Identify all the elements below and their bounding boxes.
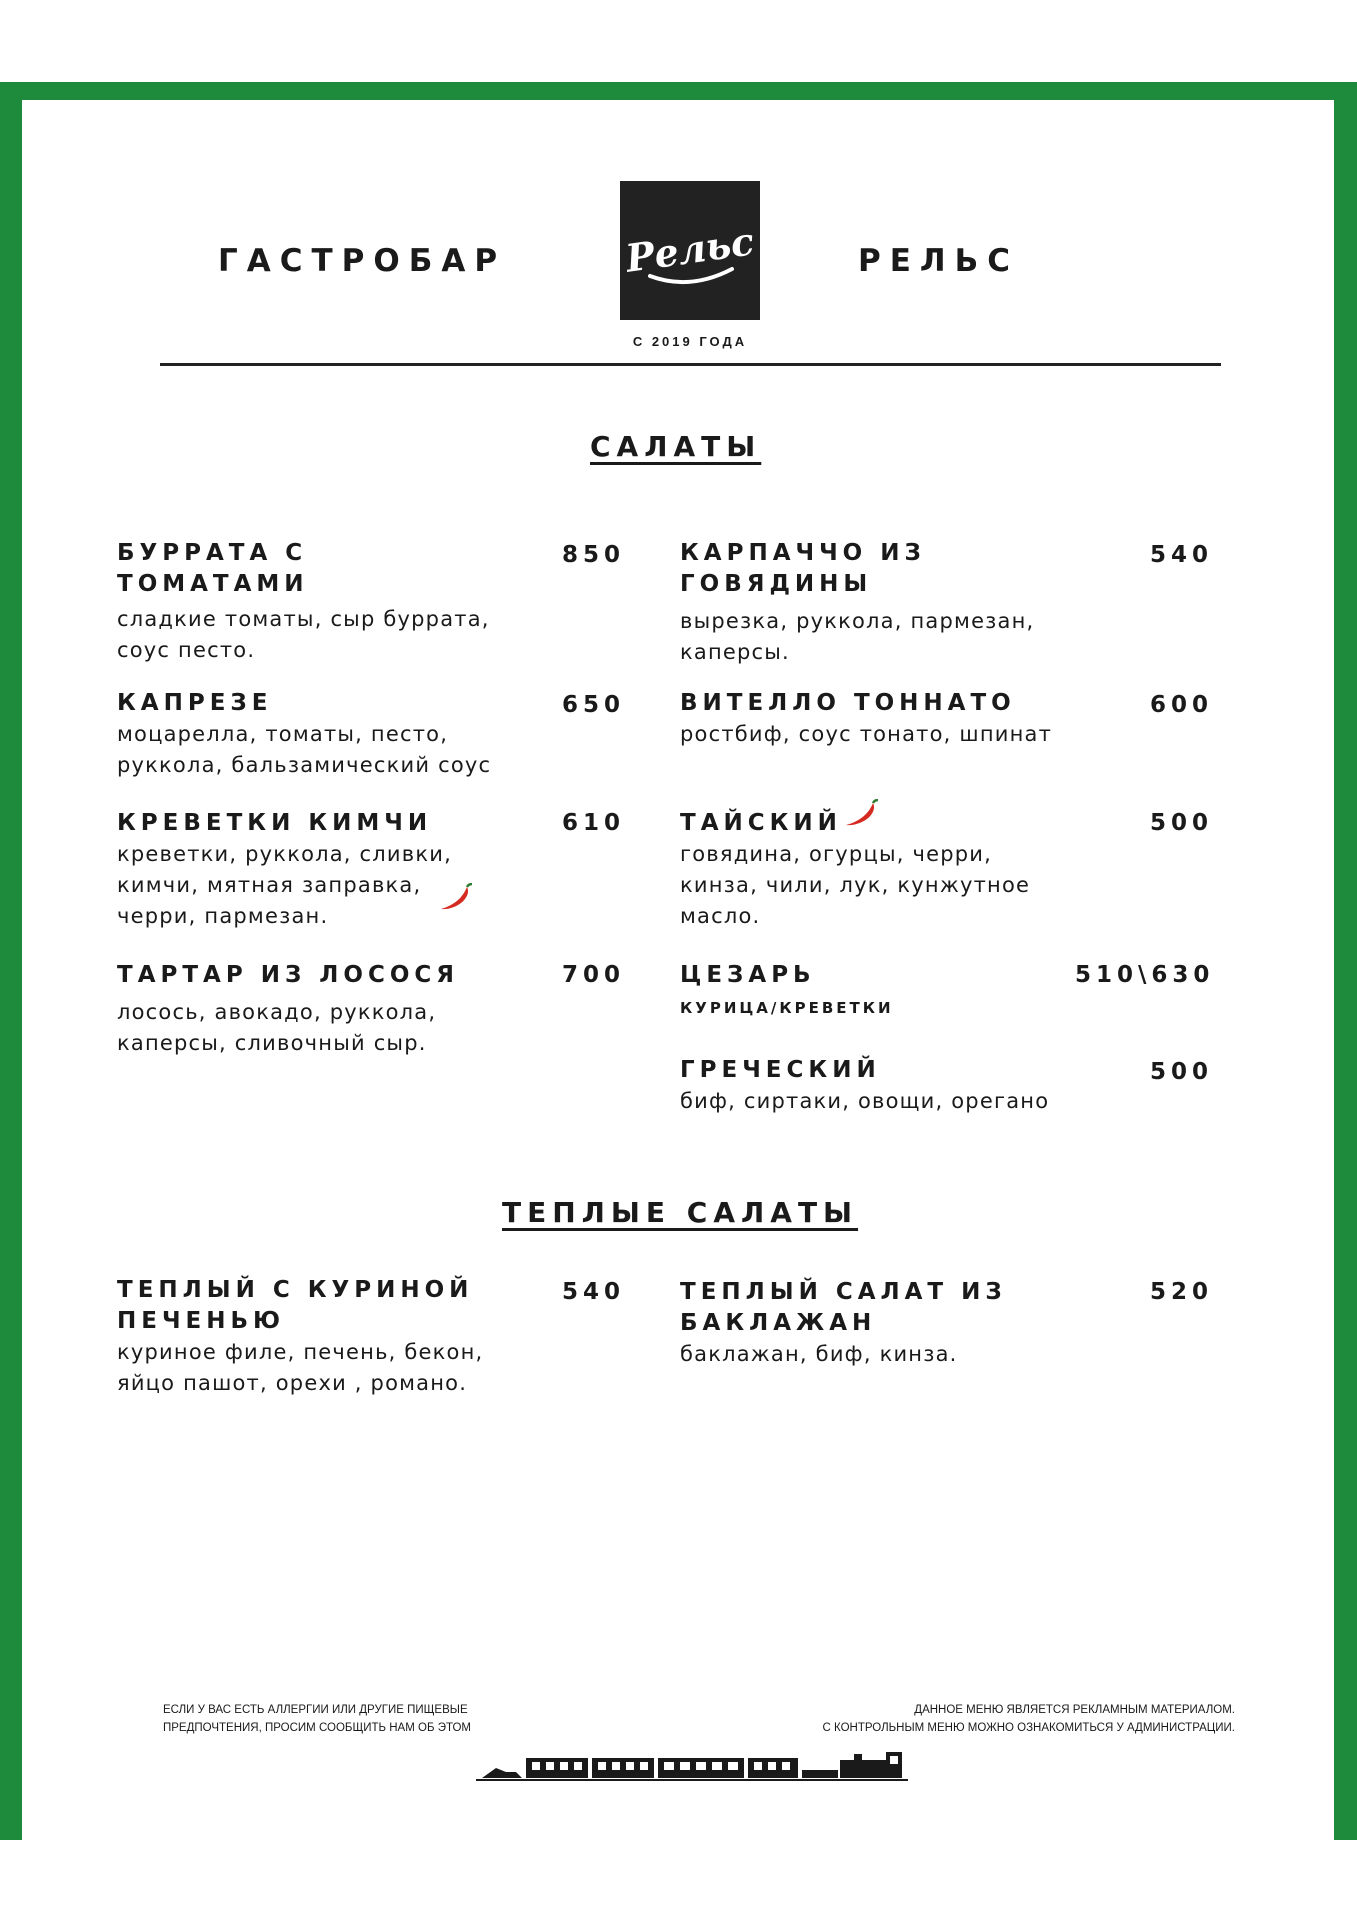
item-description: моцарелла, томаты, песто, руккола, бальзамический соус <box>117 722 492 777</box>
allergy-note-line: ПРЕДПОЧТЕНИЯ, ПРОСИМ СООБЩИТЬ НАМ ОБ ЭТОМ <box>163 1722 471 1734</box>
item-name: КАРПАЧЧО ИЗ ГОВЯДИНЫ <box>680 540 926 597</box>
item-name: ТАЙСКИЙ <box>680 810 842 836</box>
menu-item-caesar <box>680 960 1080 1017</box>
menu-item-carpaccio <box>680 538 1100 668</box>
item-price: 610 <box>561 810 625 836</box>
allergy-note <box>163 1701 471 1737</box>
chili-pepper-icon <box>842 799 880 829</box>
advertising-note <box>700 1701 1235 1737</box>
chili-pepper-icon <box>437 883 473 913</box>
menu-item-warm-chicken-liver <box>117 1275 547 1399</box>
logo-wordmark: Рельс <box>622 218 757 281</box>
item-description: биф, сиртаки, овощи, орегано <box>680 1089 1050 1113</box>
item-options: КУРИЦА/КРЕВЕТКИ <box>680 999 894 1017</box>
menu-item-warm-eggplant <box>680 1277 1110 1370</box>
item-name: КАПРЕЗЕ <box>117 690 273 716</box>
brand-title-left: ГАСТРОБАР <box>218 243 507 279</box>
menu-item-shrimp-kimchi <box>117 808 547 932</box>
item-price: 520 <box>1149 1279 1213 1305</box>
logo-mark <box>620 181 760 320</box>
advertising-note-line: ДАННОЕ МЕНЮ ЯВЛЯЕТСЯ РЕКЛАМНЫМ МАТЕРИАЛОМ. <box>914 1704 1235 1716</box>
item-name: ВИТЕЛЛО ТОННАТО <box>680 690 1016 716</box>
menu-item-caprese <box>117 688 547 781</box>
item-price: 850 <box>561 542 625 568</box>
allergy-note-line: ЕСЛИ У ВАС ЕСТЬ АЛЛЕРГИИ ИЛИ ДРУГИЕ ПИЩЕВЫЕ <box>163 1704 468 1716</box>
item-name: ГРЕЧЕСКИЙ <box>680 1057 881 1083</box>
train-illustration <box>476 1748 908 1784</box>
item-price: 700 <box>561 962 625 988</box>
item-name: КРЕВЕТКИ КИМЧИ <box>117 810 433 836</box>
item-description: сладкие томаты, сыр буррата, соус песто. <box>117 607 490 662</box>
item-name: ТЕПЛЫЙ С КУРИНОЙ ПЕЧЕНЬЮ <box>117 1277 474 1334</box>
menu-item-burrata <box>117 538 547 666</box>
section-title-salads: САЛАТЫ <box>590 430 762 463</box>
item-price: 600 <box>1149 692 1213 718</box>
item-price: 500 <box>1149 810 1213 836</box>
item-description: ростбиф, соус тонато, шпинат <box>680 722 1053 746</box>
item-description: креветки, руккола, сливки, кимчи, мятная заправка, черри, пармезан. <box>117 842 452 928</box>
item-name: ТАРТАР ИЗ ЛОСОСЯ <box>117 962 459 988</box>
logo <box>620 181 760 320</box>
item-description: вырезка, руккола, пармезан, каперсы. <box>680 609 1035 664</box>
item-name: ТЕПЛЫЙ САЛАТ ИЗ БАКЛАЖАН <box>680 1279 1007 1336</box>
item-description: говядина, огурцы, черри, кинза, чили, лук, кунжутное масло. <box>680 842 1031 928</box>
item-price: 540 <box>561 1279 625 1305</box>
since-year: С 2019 ГОДА <box>632 334 748 349</box>
section-title-warm-salads: ТЕПЛЫЕ САЛАТЫ <box>502 1196 859 1229</box>
menu-item-thai <box>680 808 1080 932</box>
menu-item-greek <box>680 1055 1110 1117</box>
item-description: куриное филе, печень, бекон, яйцо пашот, орехи , романо. <box>117 1340 484 1395</box>
header-divider <box>160 363 1221 366</box>
item-price: 540 <box>1149 542 1213 568</box>
item-price: 500 <box>1149 1059 1213 1085</box>
item-description: лосось, авокадо, руккола, каперсы, сливочный сыр. <box>117 1000 437 1055</box>
brand-title-right: РЕЛЬС <box>858 243 1020 279</box>
item-price: 510\630 <box>1075 962 1215 988</box>
menu-item-salmon-tartare <box>117 960 547 1059</box>
item-price: 650 <box>561 692 625 718</box>
item-description: баклажан, биф, кинза. <box>680 1342 958 1366</box>
menu-item-vitello-tonnato <box>680 688 1110 750</box>
item-name: БУРРАТА С ТОМАТАМИ <box>117 540 309 597</box>
item-name: ЦЕЗАРЬ <box>680 962 816 988</box>
advertising-note-line: С КОНТРОЛЬНЫМ МЕНЮ МОЖНО ОЗНАКОМИТЬСЯ У АДМИНИСТРАЦИИ. <box>822 1722 1235 1734</box>
